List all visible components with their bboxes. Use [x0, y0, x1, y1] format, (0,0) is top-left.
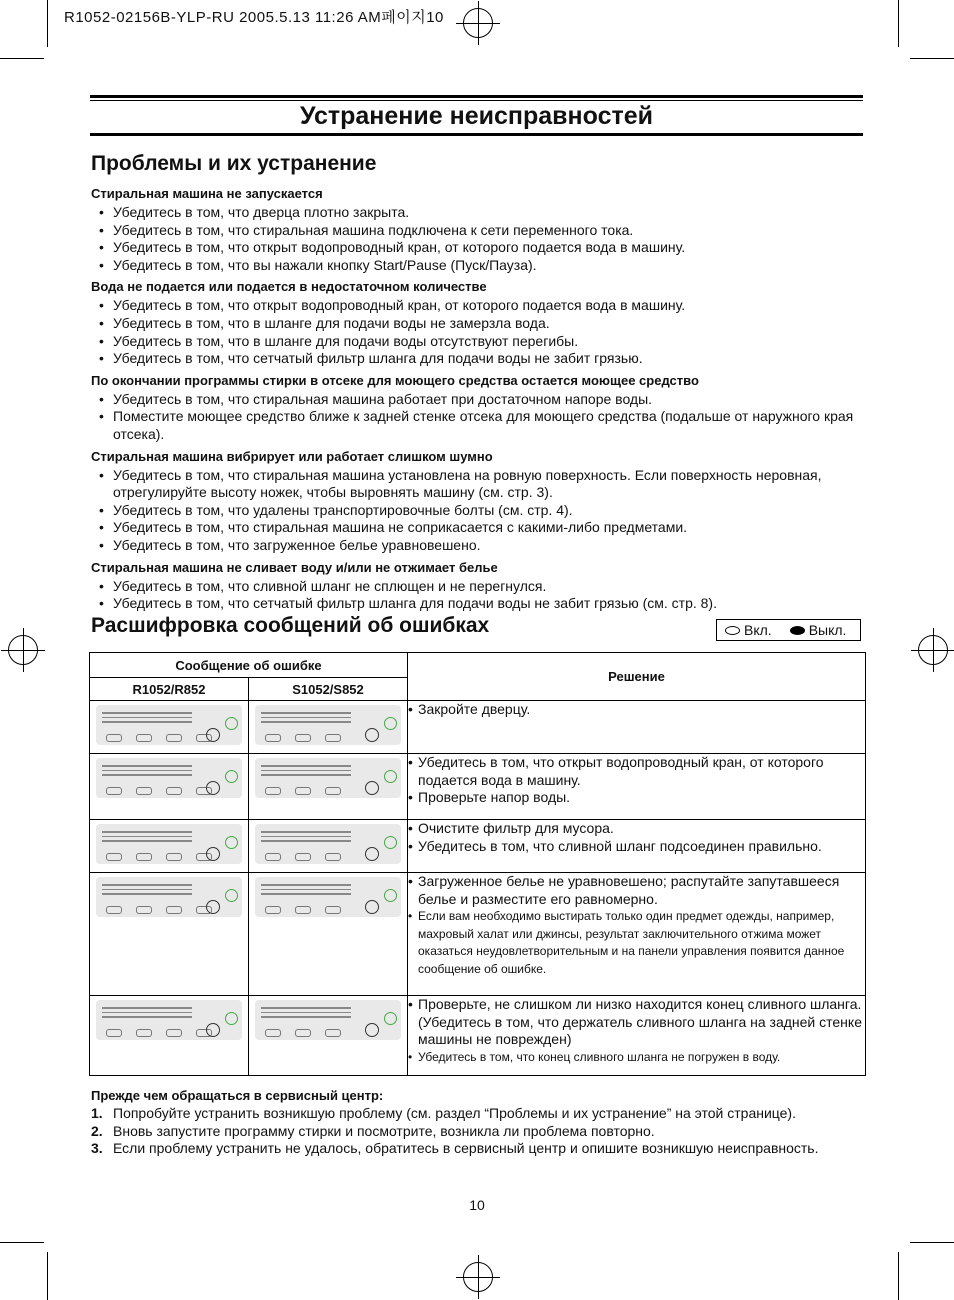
solution-item: • Закройте дверцу. [408, 701, 865, 719]
registration-mark-icon [8, 635, 38, 665]
crop-mark [898, 1252, 899, 1300]
panel-image-r [90, 873, 249, 996]
solution-cell [408, 996, 866, 1076]
before-service-heading: Прежде чем обращаться в сервисный центр: [91, 1088, 384, 1103]
solution-item: • Очистите фильтр для мусора. [408, 820, 865, 838]
list-item: • Убедитесь в том, что дверца плотно закрыта. [91, 204, 871, 222]
problem-heading: Стиральная машина не запускается [91, 186, 323, 201]
play-icon [365, 781, 379, 795]
crop-mark [0, 58, 44, 59]
panel-image-r [90, 754, 249, 820]
page-number: 10 [469, 1197, 485, 1213]
panel-image-r [90, 701, 249, 754]
header-solution: Решение [408, 653, 866, 701]
step-number: 1. [91, 1105, 103, 1121]
control-panel-image [255, 877, 401, 917]
power-icon [384, 836, 397, 849]
crop-mark [910, 1242, 954, 1243]
list-item: • Убедитесь в том, что в шланге для подачи воды не замерзла вода. [91, 315, 871, 333]
power-icon [225, 889, 238, 902]
play-icon [365, 900, 379, 914]
problem-heading: Стиральная машина не сливает воду и/или не отжимает белье [91, 559, 498, 575]
power-icon [384, 1012, 397, 1025]
power-icon [225, 717, 238, 730]
control-panel-image [255, 1000, 401, 1040]
led-legend [716, 619, 861, 641]
legend-off-label: Вкл. [744, 622, 772, 638]
step-text: Попробуйте устранить возникшую проблему (см. раздел “Проблемы и их устранение” на этой странице). [113, 1105, 796, 1121]
section-problems-title: Проблемы и их устранение [91, 152, 377, 175]
panel-image-s [249, 701, 408, 754]
list-item [91, 1140, 871, 1158]
list-item: • Убедитесь в том, что вы нажали кнопку Start/Pause (Пуск/Пауза). [91, 257, 871, 275]
panel-image-r [90, 996, 249, 1076]
play-icon [206, 847, 220, 861]
header-model-r: R1052/R852 [90, 678, 249, 701]
control-panel-image [96, 1000, 242, 1040]
power-icon [384, 889, 397, 902]
panel-image-s [249, 873, 408, 996]
error-table [89, 652, 866, 1076]
problem-heading: По окончании программы стирки в отсеке для моющего средства остается моющее средство [91, 372, 699, 388]
play-icon [206, 728, 220, 742]
panel-image-s [249, 996, 408, 1076]
list-item: • Убедитесь в том, что сетчатый фильтр шланга для подачи воды не забит грязью (см. стр. 8). [91, 595, 871, 613]
list-item: • Убедитесь в том, что сливной шланг не сплющен и не перегнулся. [91, 578, 871, 596]
play-icon [365, 1023, 379, 1037]
problem-group [91, 372, 871, 444]
title-rule-bottom [90, 133, 863, 136]
problems-list [91, 181, 871, 613]
list-item [91, 1105, 871, 1123]
led-off-icon [725, 626, 740, 635]
control-panel-image [255, 705, 401, 745]
play-icon [206, 1023, 220, 1037]
registration-mark-icon [463, 1262, 493, 1292]
step-number: 2. [91, 1122, 103, 1139]
list-item: • Поместите моющее средство ближе к задней стенке отсека для моющего средства (подальше от наружного края отсека). [91, 408, 871, 443]
problem-group [91, 185, 871, 274]
registration-mark-icon [918, 635, 948, 665]
play-icon [206, 900, 220, 914]
solution-cell [408, 873, 866, 996]
list-item [91, 1123, 871, 1141]
print-header: R1052-02156B-YLP-RU 2005.5.13 11:26 AM페이지10 [64, 9, 444, 26]
header-error-message: Сообщение об ошибке [90, 653, 408, 678]
led-on-icon [790, 626, 805, 635]
panel-image-s [249, 754, 408, 820]
power-icon [225, 770, 238, 783]
list-item: • Убедитесь в том, что стиральная машина подключена к сети переменного тока. [91, 222, 871, 240]
problem-heading: Вода не подается или подается в недостаточном количестве [91, 279, 487, 295]
list-item: • Убедитесь в том, что в шланге для подачи воды отсутствуют перегибы. [91, 333, 871, 351]
solution-item: • Убедитесь в том, что сливной шланг подсоединен правильно. [408, 838, 865, 856]
solution-cell [408, 820, 866, 873]
crop-mark [898, 0, 899, 47]
before-service-section [91, 1088, 871, 1158]
power-icon [225, 1012, 238, 1025]
registration-mark-icon [463, 8, 493, 38]
play-icon [365, 847, 379, 861]
list-item: • Убедитесь в том, что загруженное белье уравновешено. [91, 537, 871, 555]
play-icon [365, 728, 379, 742]
list-item: • Убедитесь в том, что открыт водопроводный кран, от которого подается вода в машину. [91, 297, 871, 315]
solution-item: • Убедитесь в том, что открыт водопроводный кран, от которого подается вода в машину. [408, 754, 865, 789]
problem-group [91, 278, 871, 367]
solution-item: • Проверьте, не слишком ли низко находится конец сливного шланга. (Убедитесь в том, что держатель сливного шланга на задней стенке машины не поврежден) [408, 996, 865, 1049]
legend-on-label: Выкл. [808, 622, 847, 638]
control-panel-image [96, 824, 242, 864]
problem-group [91, 559, 871, 613]
solution-cell [408, 701, 866, 754]
list-item: • Убедитесь в том, что открыт водопроводный кран, от которого подается вода в машину. [91, 239, 871, 257]
header-model-s: S1052/S852 [249, 678, 408, 701]
play-icon [206, 781, 220, 795]
power-icon [384, 717, 397, 730]
step-text: Если проблему устранить не удалось, обратитесь в сервисный центр и опишите возникшую неисправность. [113, 1140, 819, 1157]
control-panel-image [255, 824, 401, 864]
section-errors-title: Расшифровка сообщений об ошибках [91, 614, 490, 637]
control-panel-image [96, 758, 242, 798]
crop-mark [47, 0, 48, 47]
control-panel-image [96, 705, 242, 745]
crop-mark [910, 58, 954, 59]
problem-group [91, 448, 871, 555]
solution-note: • Если вам необходимо выстирать только один предмет одежды, например, махровый халат или джинсы, результат заключительного отжима может оказаться неудовлетворительным и на панели управления появится данное сообщение об ошибке. [408, 908, 865, 978]
power-icon [225, 836, 238, 849]
page-title: Устранение неисправностей [299, 102, 653, 130]
solution-cell [408, 754, 866, 820]
title-rule-top [90, 95, 863, 98]
list-item: • Убедитесь в том, что удалены транспортировочные болты (см. стр. 4). [91, 502, 871, 520]
control-panel-image [96, 877, 242, 917]
list-item: • Убедитесь в том, что стиральная машина установлена на ровную поверхность. Если поверхность неровная, отрегулируйте высоту ножек, чтобы выровнять машину (см. стр. 3). [91, 467, 871, 502]
step-text: Вновь запустите программу стирки и посмотрите, возникла ли проблема повторно. [113, 1122, 655, 1139]
control-panel-image [255, 758, 401, 798]
solution-item: • Проверьте напор воды. [408, 789, 865, 807]
step-number: 3. [91, 1140, 103, 1157]
panel-image-s [249, 820, 408, 873]
panel-image-r [90, 820, 249, 873]
problem-heading: Стиральная машина вибрирует или работает слишком шумно [91, 448, 493, 464]
crop-mark [0, 1242, 44, 1243]
title-rule-top-thin [90, 100, 863, 101]
solution-item: • Загруженное белье не уравновешено; распутайте запутавшееся белье и разместите его равномерно. [408, 873, 865, 908]
list-item: • Убедитесь в том, что стиральная машина не соприкасается с какими-либо предметами. [91, 519, 871, 537]
solution-note: • Убедитесь в том, что конец сливного шланга не погружен в воду. [408, 1049, 865, 1067]
crop-mark [47, 1252, 48, 1300]
list-item: • Убедитесь в том, что сетчатый фильтр шланга для подачи воды не забит грязью. [91, 350, 871, 368]
power-icon [384, 770, 397, 783]
list-item: • Убедитесь в том, что стиральная машина работает при достаточном напоре воды. [91, 391, 871, 409]
